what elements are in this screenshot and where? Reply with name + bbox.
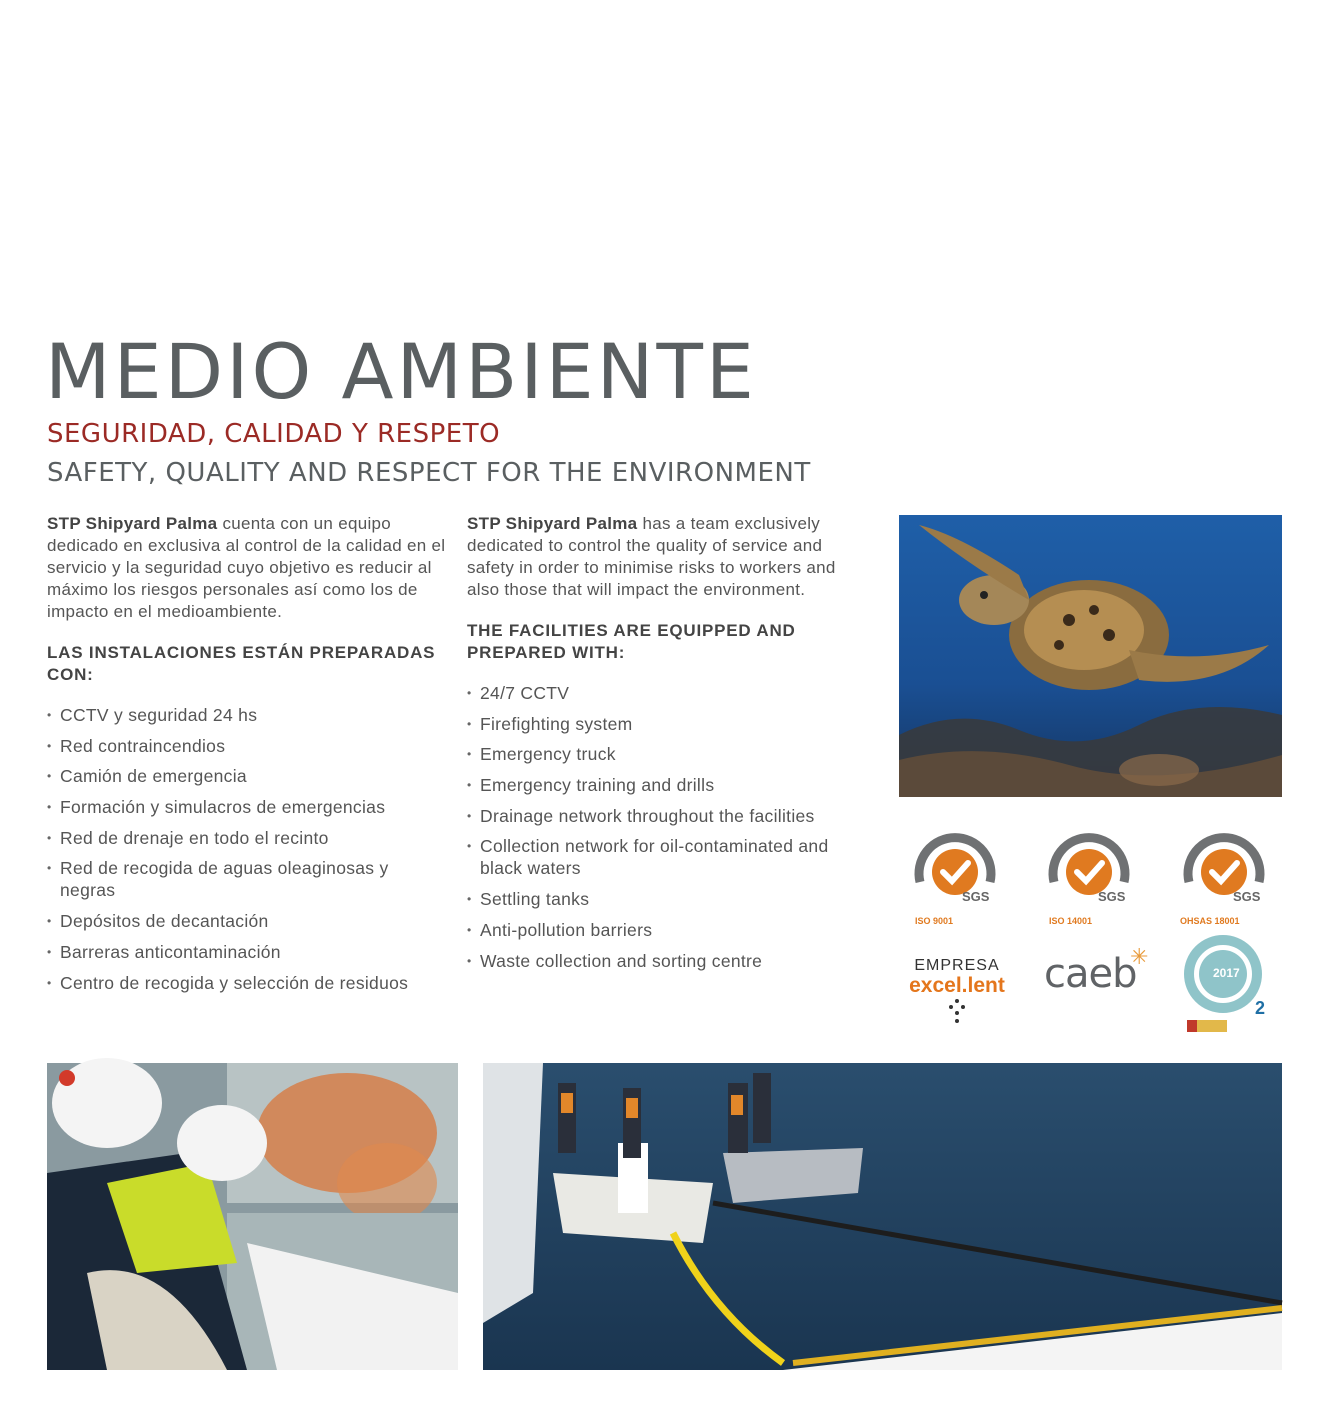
english-column — [467, 513, 867, 980]
sgs-label: SGS — [1233, 889, 1261, 904]
list-item: • Settling tanks — [467, 888, 875, 910]
list-item: • Waste collection and sorting centre — [467, 950, 875, 972]
facilities-heading-en: THE FACILITIES ARE EQUIPPED AND PREPARED WITH: — [467, 621, 796, 662]
sgs-label: SGS — [962, 889, 990, 904]
empresa-logo-line1: EMPRESA — [914, 957, 1000, 974]
boats-oil-barrier-photo — [483, 1063, 1282, 1370]
page-title: MEDIO AMBIENTE — [45, 327, 757, 416]
co2-year-label: 2017 — [1213, 966, 1240, 980]
dots-icon — [947, 997, 967, 1025]
list-item: • Emergency truck — [467, 743, 875, 765]
list-item: • Depósitos de decantación — [47, 910, 455, 932]
facilities-heading-es: LAS INSTALACIONES ESTÁN PREPARADAS CON: — [47, 643, 436, 684]
sgs-label: SGS — [1098, 889, 1126, 904]
list-item: • 24/7 CCTV — [467, 682, 875, 704]
list-item: • Collection network for oil-contaminated and black waters — [467, 835, 840, 879]
subtitle-english: SAFETY, QUALITY AND RESPECT FOR THE ENVIRONMENT — [47, 458, 811, 488]
star-icon: ✳ — [1130, 944, 1149, 969]
iso-14001-label: ISO 14001 — [1049, 916, 1093, 926]
svg-text:2: 2 — [1255, 998, 1266, 1018]
intro-paragraph-es — [47, 513, 447, 623]
empresa-logo-line2: excel.lent — [909, 974, 1005, 997]
company-name: STP Shipyard Palma — [467, 514, 638, 533]
list-item: • Centro de recogida y selección de residuos — [47, 972, 455, 994]
list-item: • CCTV y seguridad 24 hs — [47, 704, 455, 726]
list-item: • Red de drenaje en todo el recinto — [47, 827, 455, 849]
intro-text: has a team exclusively dedicated to control the quality of service and safety in order to minimise risks to workers and also those that will impact the environment. — [467, 514, 836, 599]
list-item: • Emergency training and drills — [467, 774, 875, 796]
caeb-logo: caeb — [1044, 951, 1137, 997]
list-item: • Anti-pollution barriers — [467, 919, 875, 941]
list-item: • Camión de emergencia — [47, 765, 455, 787]
intro-text: cuenta con un equipo dedicado en exclusiva al control de la calidad en el servicio y la seguridad cuyo objetivo es reducir al máximo los riesgos personales así como los de impacto en el medioambiente. — [47, 514, 446, 621]
subtitle-spanish: SEGURIDAD, CALIDAD Y RESPETO — [47, 419, 501, 449]
empresa-excellent-logo — [903, 955, 1011, 1030]
facilities-list-en — [467, 682, 867, 972]
company-name: STP Shipyard Palma — [47, 514, 218, 533]
list-item: • Formación y simulacros de emergencias — [47, 796, 455, 818]
list-item: • Red contraincendios — [47, 735, 455, 757]
intro-paragraph-en — [467, 513, 867, 601]
iso-9001-label: ISO 9001 — [915, 916, 954, 926]
list-item: • Drainage network throughout the facilities — [467, 805, 875, 827]
list-item: • Barreras anticontaminación — [47, 941, 455, 963]
ohsas-18001-label: OHSAS 18001 — [1180, 916, 1240, 926]
co2-calculation-logo — [1183, 934, 1266, 1034]
spanish-column — [47, 513, 447, 1002]
list-item: • Red de recogida de aguas oleaginosas y negras — [47, 857, 415, 901]
sea-turtle-photo — [899, 515, 1282, 797]
list-item: • Firefighting system — [467, 713, 875, 735]
firefighters-photo — [47, 1063, 458, 1370]
facilities-list-es — [47, 704, 447, 994]
